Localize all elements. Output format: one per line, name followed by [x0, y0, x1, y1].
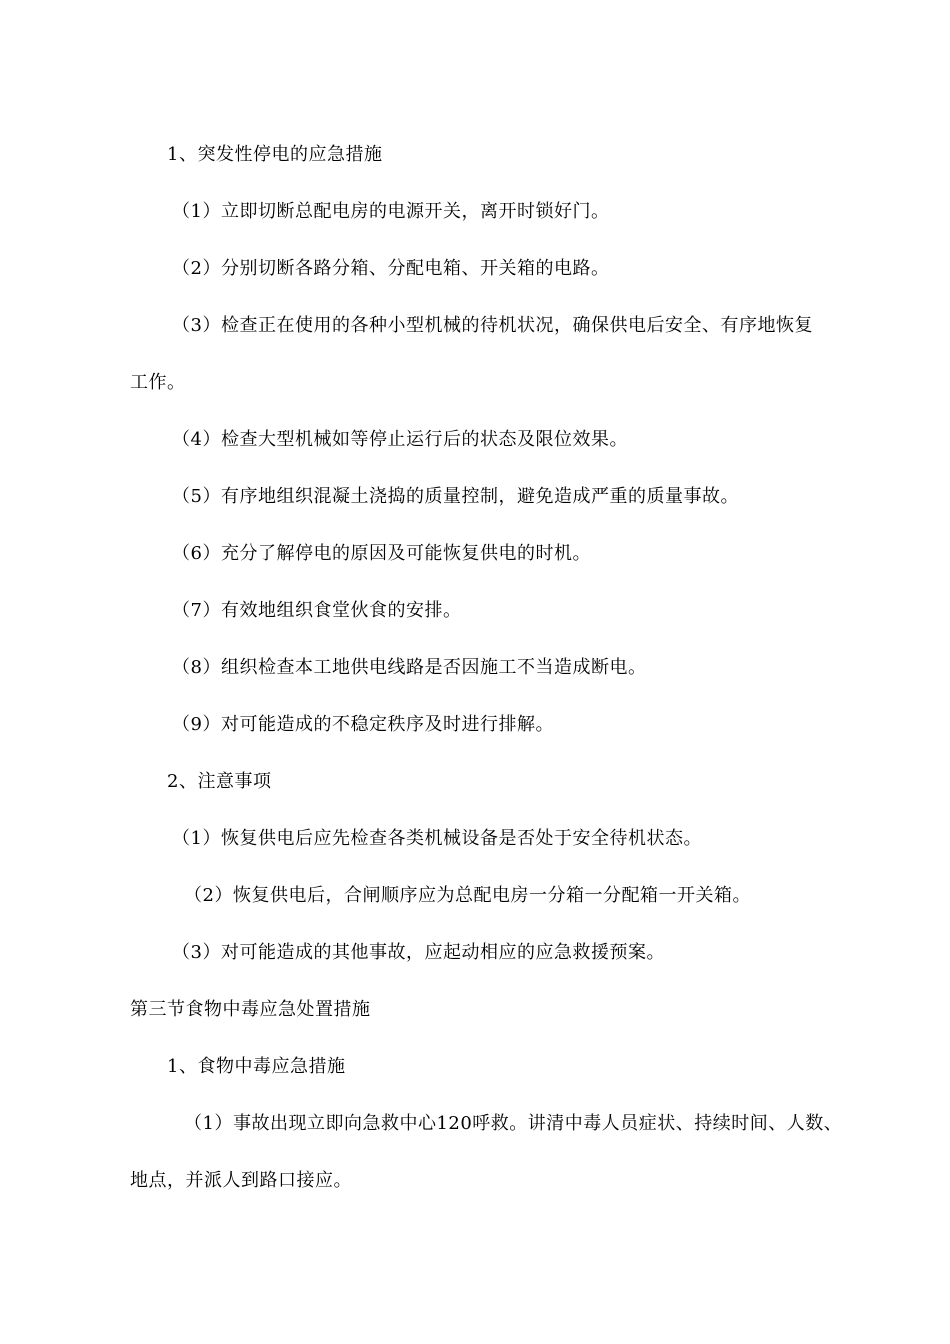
heading-food-poisoning-measures: 1、食物中毒应急措施 [167, 1056, 346, 1077]
notes-item-2: （2）恢复供电后，合闸顺序应为总配电房一分箱一分配箱一开关箱。 [184, 885, 751, 906]
paragraph-item-7: （7）有效地组织食堂伙食的安排。 [172, 600, 462, 621]
notes-item-3: （3）对可能造成的其他事故，应起动相应的应急救援预案。 [172, 942, 665, 963]
paragraph-item-8: （8）组织检查本工地供电线路是否因施工不当造成断电。 [172, 657, 647, 678]
food-item-1-continued: 地点，并派人到路口接应。 [130, 1170, 352, 1191]
paragraph-item-9: （9）对可能造成的不稳定秩序及时进行排解。 [172, 714, 554, 735]
notes-item-1: （1）恢复供电后应先检查各类机械设备是否处于安全待机状态。 [172, 828, 702, 849]
paragraph-item-3: （3）检查正在使用的各种小型机械的待机状况，确保供电后安全、有序地恢复 [172, 315, 813, 336]
paragraph-item-3-continued: 工作。 [130, 372, 186, 393]
heading-notes: 2、注意事项 [167, 771, 272, 792]
heading-power-outage-measures: 1、突发性停电的应急措施 [167, 144, 383, 165]
paragraph-item-5: （5）有序地组织混凝土浇捣的质量控制，避免造成严重的质量事故。 [172, 486, 739, 507]
food-item-1: （1）事故出现立即向急救中心120呼救。讲清中毒人员症状、持续时间、人数、 [184, 1113, 843, 1134]
section-heading-food-poisoning: 第三节食物中毒应急处置措施 [130, 999, 371, 1020]
paragraph-item-6: （6）充分了解停电的原因及可能恢复供电的时机。 [172, 543, 591, 564]
paragraph-item-4: （4）检查大型机械如等停止运行后的状态及限位效果。 [172, 429, 628, 450]
paragraph-item-2: （2）分别切断各路分箱、分配电箱、开关箱的电路。 [172, 258, 610, 279]
paragraph-item-1: （1）立即切断总配电房的电源开关，离开时锁好门。 [172, 201, 610, 222]
